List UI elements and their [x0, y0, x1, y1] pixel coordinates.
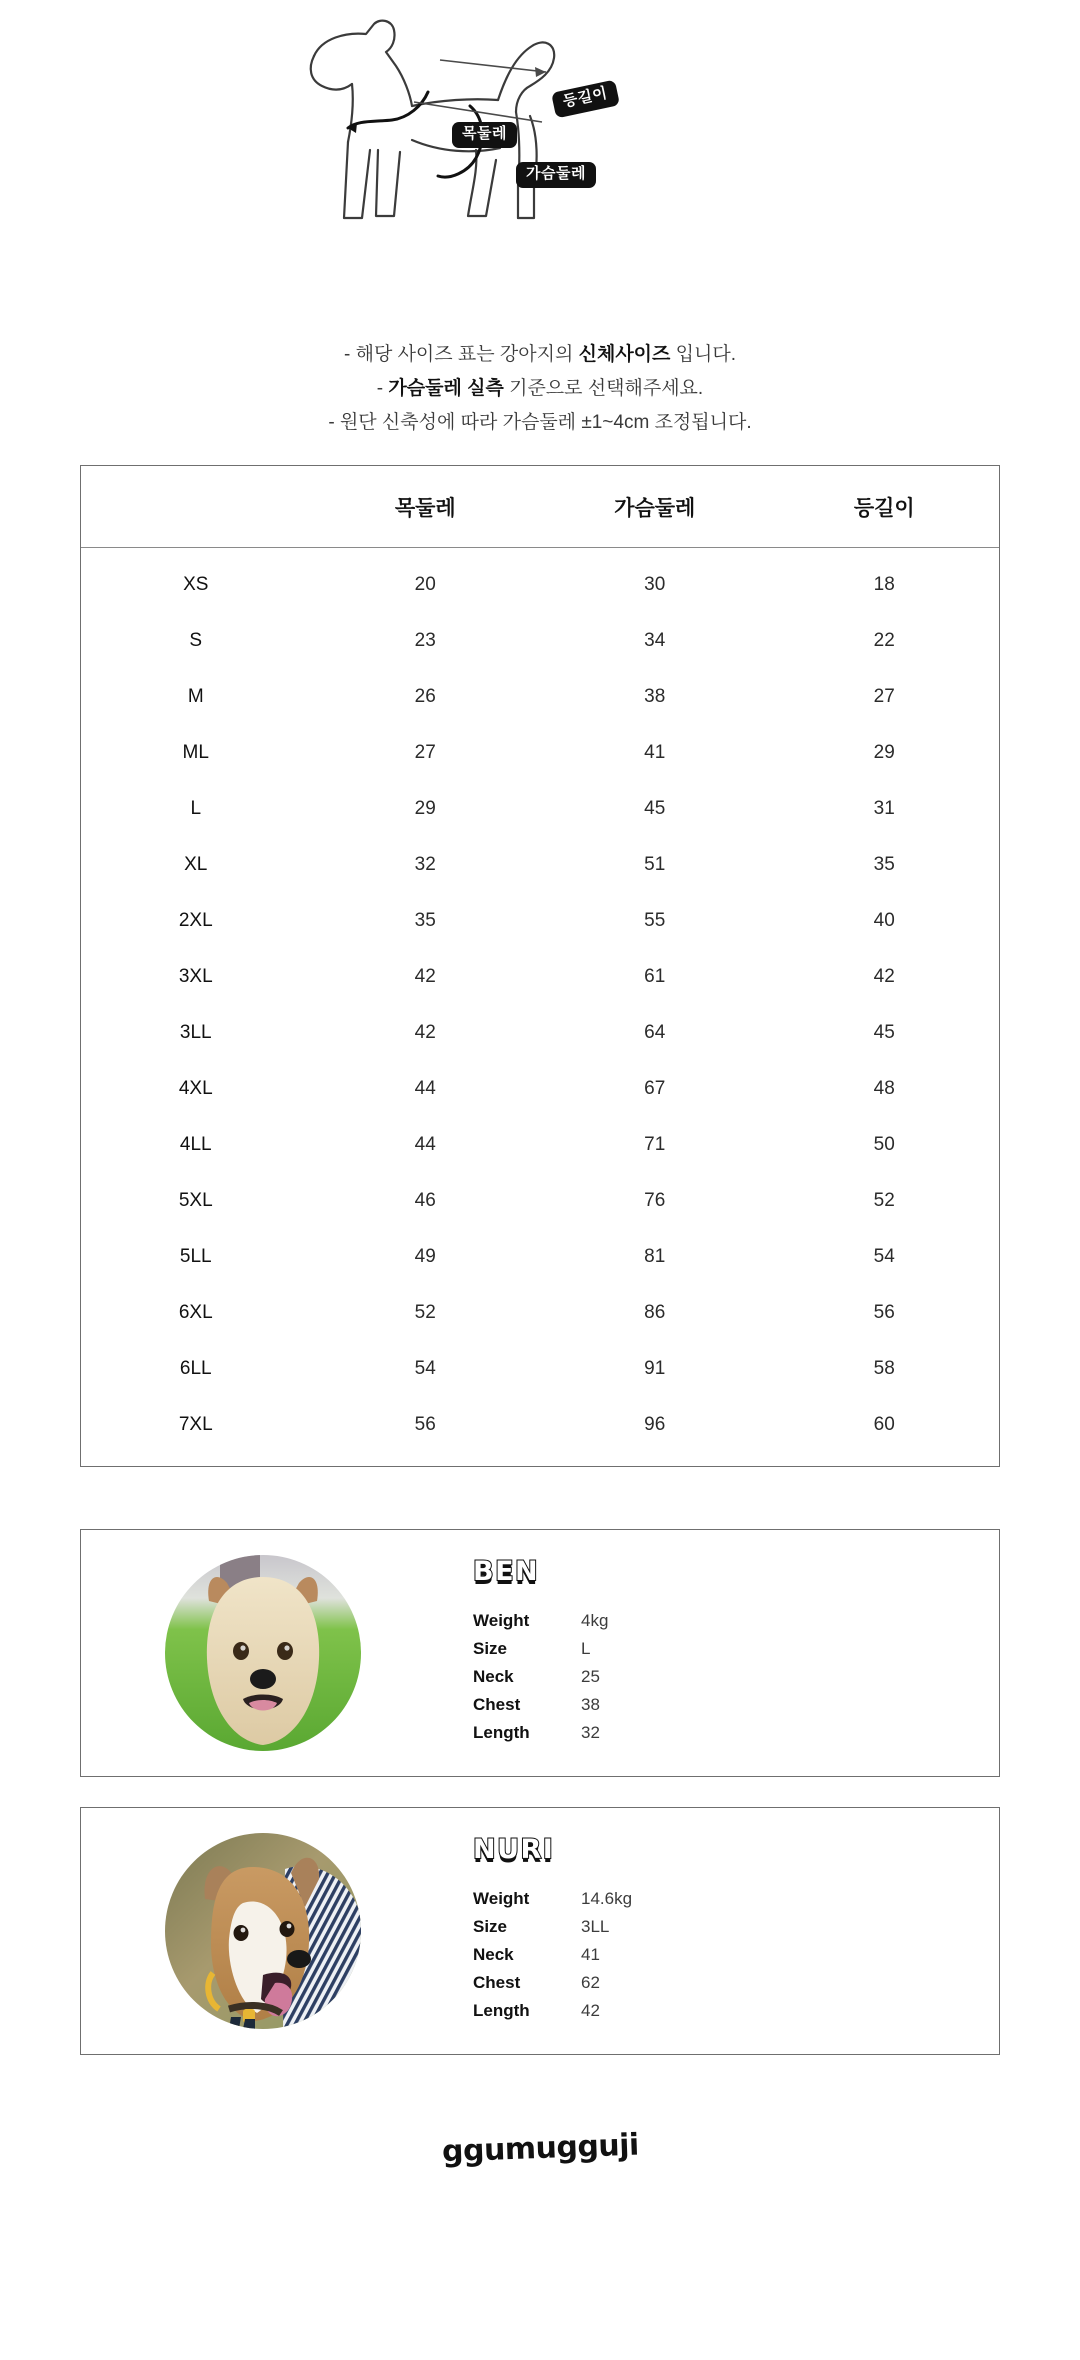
spec-value-chest: 62 [581, 1972, 600, 1992]
brand-logo: ggumugguji [441, 2128, 639, 2170]
table-row [81, 1229, 999, 1285]
dog-outline-icon [300, 10, 780, 250]
note-2-bold: 가슴둘레 실측 [388, 377, 504, 399]
spec-label-weight: Weight [473, 1888, 530, 1908]
header-length: 등길이 [770, 466, 1000, 548]
note-2-pre: - [376, 377, 389, 399]
cell-chest: 34 [644, 630, 666, 652]
diagram-label-back-length: 등길이 [551, 80, 620, 118]
note-line-3: - 원단 신축성에 따라 가슴둘레 ±1~4cm 조정됩니다. [328, 411, 752, 433]
note-line-1 [0, 338, 1080, 372]
cell-neck: 52 [414, 1302, 436, 1324]
spec-value-length: 32 [581, 1722, 600, 1742]
cell-size: 3LL [179, 1022, 212, 1044]
table-row [81, 781, 999, 837]
diagram-label-chest: 가슴둘레 [516, 162, 596, 188]
cell-chest: 91 [644, 1358, 666, 1380]
size-table [81, 466, 999, 1466]
cell-size: 6LL [179, 1358, 212, 1380]
spec-label-length: Length [473, 2000, 530, 2020]
spec-label-weight: Weight [473, 1610, 530, 1630]
cell-neck: 54 [414, 1358, 436, 1380]
spec-row [473, 1667, 608, 1687]
cell-neck: 29 [414, 798, 436, 820]
size-table-head [81, 466, 999, 548]
diagram-label-neck: 목둘레 [452, 122, 517, 148]
spec-row [473, 1639, 608, 1659]
table-row [81, 1173, 999, 1229]
cell-size: XS [183, 574, 209, 596]
cell-neck: 20 [414, 574, 436, 596]
avatar [165, 1555, 361, 1751]
cell-length: 50 [873, 1134, 895, 1156]
cell-chest: 96 [644, 1414, 666, 1436]
size-chart [80, 465, 1000, 1467]
cell-size: L [190, 798, 202, 820]
profile-card-ben [80, 1529, 1000, 1777]
header-neck: 목둘레 [311, 466, 541, 548]
footer [0, 2085, 1080, 2206]
dog-name: NURI [473, 1833, 555, 1865]
cell-length: 31 [873, 798, 895, 820]
size-table-body [81, 548, 999, 1467]
note-1-bold: 신체사이즈 [578, 344, 671, 365]
table-header-row [81, 466, 999, 548]
table-row [81, 1061, 999, 1117]
measurement-diagram [0, 0, 1080, 330]
cell-length: 56 [873, 1302, 895, 1324]
spec-row [473, 1611, 608, 1631]
cell-chest: 38 [644, 686, 666, 708]
profile-info [473, 1834, 632, 2029]
note-1-post: 입니다. [670, 344, 737, 365]
cell-length: 45 [873, 1022, 895, 1044]
profile-info [473, 1556, 608, 1751]
table-row [81, 1005, 999, 1061]
spec-row [473, 1973, 632, 1993]
cell-chest: 61 [644, 966, 666, 988]
table-row [81, 1117, 999, 1173]
table-row [81, 613, 999, 669]
cell-length: 42 [873, 966, 895, 988]
dog-name: BEN [473, 1555, 540, 1587]
spec-row [473, 2001, 632, 2021]
note-line-2 [0, 372, 1080, 406]
cell-chest: 55 [644, 910, 666, 932]
spec-value-neck: 41 [581, 1944, 600, 1964]
table-row [81, 1341, 999, 1397]
spec-row [473, 1723, 608, 1743]
cell-neck: 49 [414, 1246, 436, 1268]
spec-value-chest: 38 [581, 1694, 600, 1714]
cell-chest: 51 [644, 854, 666, 876]
dog-photo-ben [165, 1555, 361, 1751]
cell-length: 18 [873, 574, 895, 596]
table-row [81, 837, 999, 893]
spec-value-size: 3LL [581, 1916, 610, 1936]
cell-size: 4LL [179, 1134, 212, 1156]
cell-length: 35 [873, 854, 895, 876]
cell-chest: 81 [644, 1246, 666, 1268]
spec-value-neck: 25 [581, 1666, 600, 1686]
spec-label-length: Length [473, 1722, 530, 1742]
table-row [81, 548, 999, 614]
spec-row [473, 1917, 632, 1937]
model-profile-cards [80, 1529, 1000, 2055]
cell-length: 29 [873, 742, 895, 764]
cell-chest: 67 [644, 1078, 666, 1100]
cell-length: 54 [873, 1246, 895, 1268]
spec-value-length: 42 [581, 2000, 600, 2020]
cell-neck: 44 [414, 1134, 436, 1156]
table-row [81, 893, 999, 949]
cell-length: 27 [873, 686, 895, 708]
cell-length: 22 [873, 630, 895, 652]
cell-size: 5XL [178, 1190, 213, 1212]
cell-size: 7XL [178, 1414, 213, 1436]
cell-length: 48 [873, 1078, 895, 1100]
cell-neck: 35 [414, 910, 436, 932]
cell-length: 52 [873, 1190, 895, 1212]
cell-length: 40 [873, 910, 895, 932]
cell-chest: 86 [644, 1302, 666, 1324]
table-row [81, 1285, 999, 1341]
spec-row [473, 1889, 632, 1909]
cell-chest: 45 [644, 798, 666, 820]
table-row [81, 725, 999, 781]
cell-size: 5LL [179, 1246, 212, 1268]
cell-neck: 26 [414, 686, 436, 708]
note-1-pre: - 해당 사이즈 표는 강아지의 [343, 344, 579, 365]
cell-size: 3XL [178, 966, 213, 988]
cell-neck: 56 [414, 1414, 436, 1436]
profile-card-nuri [80, 1807, 1000, 2055]
spec-label-chest: Chest [473, 1972, 521, 1992]
spec-label-size: Size [473, 1638, 508, 1658]
size-guide-notes [0, 330, 1080, 439]
cell-size: 2XL [178, 910, 213, 932]
cell-chest: 30 [644, 574, 666, 596]
spec-row [473, 1945, 632, 1965]
table-row [81, 949, 999, 1005]
cell-chest: 76 [644, 1190, 666, 1212]
cell-size: ML [182, 742, 209, 764]
spec-value-weight: 14.6kg [581, 1888, 633, 1908]
spec-label-neck: Neck [473, 1666, 514, 1686]
header-chest: 가슴둘레 [540, 466, 770, 548]
avatar [165, 1833, 361, 2029]
cell-size: XL [184, 854, 208, 876]
cell-neck: 32 [414, 854, 436, 876]
table-row [81, 1397, 999, 1466]
cell-chest: 64 [644, 1022, 666, 1044]
cell-size: S [189, 630, 203, 652]
note-2-post: 기준으로 선택해주세요. [503, 377, 704, 399]
cell-neck: 27 [414, 742, 436, 764]
cell-neck: 46 [414, 1190, 436, 1212]
cell-neck: 42 [414, 1022, 436, 1044]
cell-neck: 42 [414, 966, 436, 988]
cell-length: 60 [873, 1414, 895, 1436]
cell-size: 6XL [178, 1302, 213, 1324]
cell-size: 4XL [178, 1078, 213, 1100]
spec-value-weight: 4kg [581, 1610, 609, 1630]
header-size [81, 466, 311, 548]
cell-chest: 41 [644, 742, 666, 764]
spec-label-chest: Chest [473, 1694, 521, 1714]
cell-chest: 71 [644, 1134, 666, 1156]
dog-photo-nuri [165, 1833, 361, 2029]
cell-neck: 23 [414, 630, 436, 652]
spec-row [473, 1695, 608, 1715]
cell-length: 58 [873, 1358, 895, 1380]
cell-size: M [187, 686, 204, 708]
cell-neck: 44 [414, 1078, 436, 1100]
spec-label-size: Size [473, 1916, 508, 1936]
table-row [81, 669, 999, 725]
spec-label-neck: Neck [473, 1944, 514, 1964]
spec-value-size: L [581, 1638, 591, 1658]
